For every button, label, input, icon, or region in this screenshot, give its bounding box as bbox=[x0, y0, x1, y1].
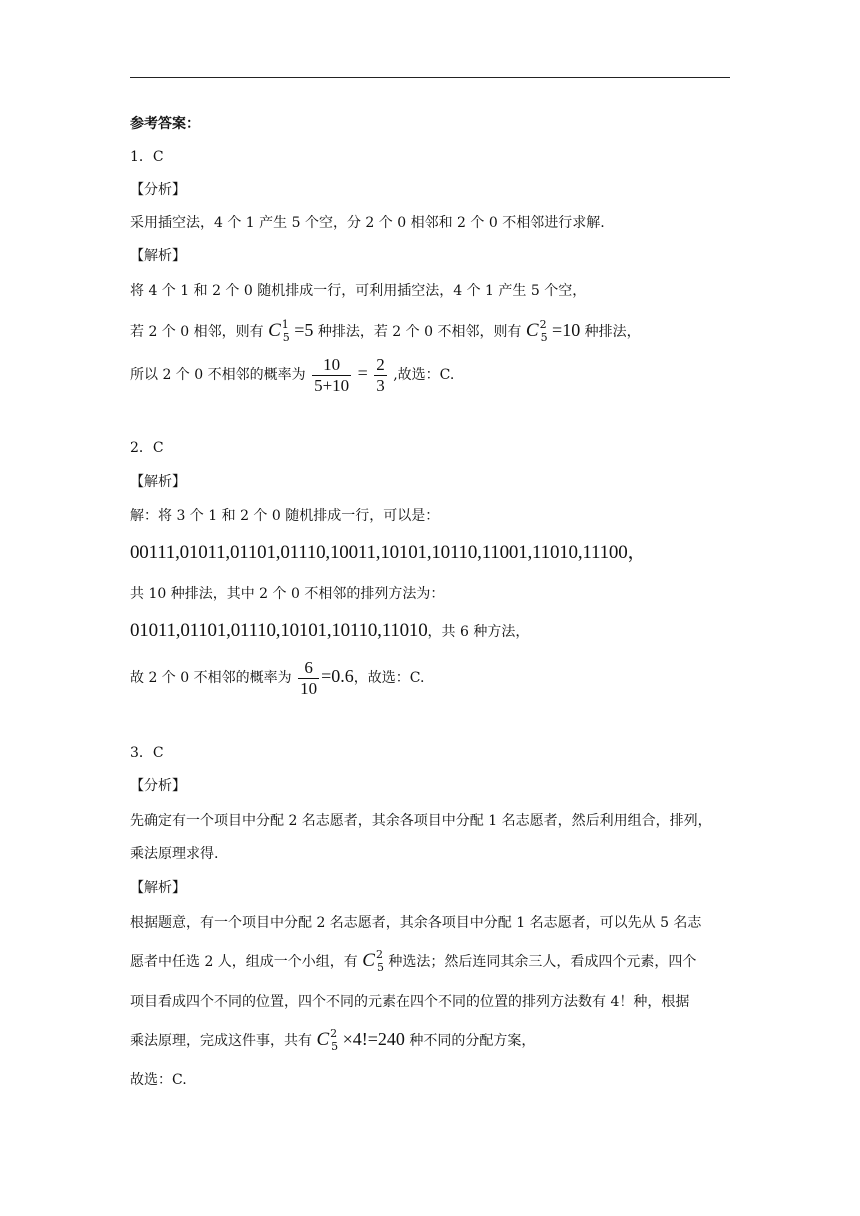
numerator: 10 bbox=[312, 355, 351, 376]
equation: =10 bbox=[552, 320, 581, 340]
answer-2-line-2: 00111,01011,01101,01110,10011,10101,10110,11001,11010,11100， bbox=[130, 542, 647, 563]
text: 种排法， bbox=[584, 324, 641, 340]
answer-3-analysis-1: 先确定有一个项目中分配 2 名志愿者，其余各项目中分配 1 名志愿者，然后利用组合，排列， bbox=[130, 813, 712, 829]
equation: ×4!=240 bbox=[342, 1029, 405, 1049]
text: 乘法原理，完成这件事，共有 bbox=[130, 1033, 312, 1049]
numerator: 2 bbox=[376, 354, 385, 374]
text: ,故选：C. bbox=[393, 367, 455, 383]
answer-2-line-4 bbox=[130, 621, 529, 642]
equation: =5 bbox=[294, 320, 314, 340]
answer-3-number: 3．C bbox=[130, 745, 164, 761]
text: 若 2 个 0 相邻，则有 bbox=[130, 324, 264, 340]
combination-sup: 2 bbox=[375, 948, 383, 961]
combination-sup: 2 bbox=[330, 1027, 338, 1040]
combination-sub: 5 bbox=[331, 1040, 339, 1053]
text: 所以 2 个 0 不相邻的概率为 bbox=[130, 367, 306, 383]
page-heading: 参考答案： bbox=[130, 116, 200, 132]
answer-2-line-5 bbox=[130, 655, 424, 699]
answer-3-solution-4 bbox=[130, 1029, 535, 1052]
answer-3-analysis-2: 乘法原理求得. bbox=[130, 846, 219, 862]
combination-sup: 1 bbox=[281, 318, 289, 331]
sequences: 01011,01101,01110,10101,10110,11010 bbox=[130, 620, 428, 641]
fraction bbox=[298, 658, 319, 699]
denominator: 5+10 bbox=[314, 375, 350, 395]
answer-2-solution-tag: 【解析】 bbox=[130, 474, 186, 490]
text: ，故选：C. bbox=[353, 670, 425, 686]
numerator: 6 bbox=[298, 658, 319, 679]
combination-symbol: C bbox=[316, 1029, 330, 1050]
text: 种排法，若 2 个 0 不相邻，则有 bbox=[317, 324, 522, 340]
top-rule bbox=[130, 77, 730, 78]
answer-3-analysis-tag: 【分析】 bbox=[130, 778, 186, 794]
text: 愿者中任选 2 人，组成一个小组，有 bbox=[130, 954, 358, 970]
answer-2-number: 2．C bbox=[130, 440, 164, 456]
combination-sub: 5 bbox=[540, 331, 548, 344]
text: 种不同的分配方案， bbox=[409, 1033, 536, 1049]
fraction bbox=[312, 355, 351, 396]
fraction bbox=[374, 355, 387, 396]
answer-1-number: 1．C bbox=[130, 149, 164, 165]
combination-symbol: C bbox=[268, 320, 281, 341]
answer-3-solution-tag: 【解析】 bbox=[130, 880, 186, 896]
combination-sup: 2 bbox=[539, 318, 547, 331]
answer-1-solution-tag: 【解析】 bbox=[130, 248, 186, 264]
answer-3-solution-3: 项目看成四个不同的位置，四个不同的元素在四个不同的位置的排列方法数有 4！种，根据 bbox=[130, 994, 690, 1010]
equals: = bbox=[357, 363, 368, 383]
denominator: 3 bbox=[376, 375, 385, 395]
combination-symbol: C bbox=[525, 320, 539, 341]
answer-2-line-3: 共 10 种排法，其中 2 个 0 不相邻的排列方法为： bbox=[130, 586, 445, 602]
combination-sub: 5 bbox=[376, 961, 384, 974]
answer-3-solution-1: 根据题意，有一个项目中分配 2 名志愿者，其余各项目中分配 1 名志愿者，可以先从 5 名志 bbox=[130, 915, 702, 931]
equation: =0.6 bbox=[321, 666, 354, 686]
answer-3-solution-2 bbox=[130, 948, 697, 974]
answer-1-analysis-tag: 【分析】 bbox=[130, 182, 186, 198]
combination-symbol: C bbox=[362, 950, 375, 971]
text: ，共 6 种方法， bbox=[427, 624, 530, 640]
answer-3-solution-5: 故选：C. bbox=[130, 1072, 187, 1088]
answer-2-line-1: 解：将 3 个 1 和 2 个 0 随机排成一行，可以是： bbox=[130, 508, 440, 524]
answer-1-line-1: 将 4 个 1 和 2 个 0 随机排成一行，可利用插空法，4 个 1 产生 5 个空， bbox=[130, 283, 587, 299]
answer-1-line-3 bbox=[130, 352, 454, 396]
denominator: 10 bbox=[300, 678, 318, 698]
answer-1-line-2 bbox=[130, 320, 641, 343]
text: 故 2 个 0 不相邻的概率为 bbox=[130, 670, 292, 686]
answer-1-analysis: 采用插空法，4 个 1 产生 5 个空，分 2 个 0 相邻和 2 个 0 不相邻进行求解. bbox=[130, 215, 605, 231]
text: 种选法；然后连同其余三人，看成四个元素，四个 bbox=[388, 954, 697, 970]
combination-sub: 5 bbox=[282, 331, 290, 344]
